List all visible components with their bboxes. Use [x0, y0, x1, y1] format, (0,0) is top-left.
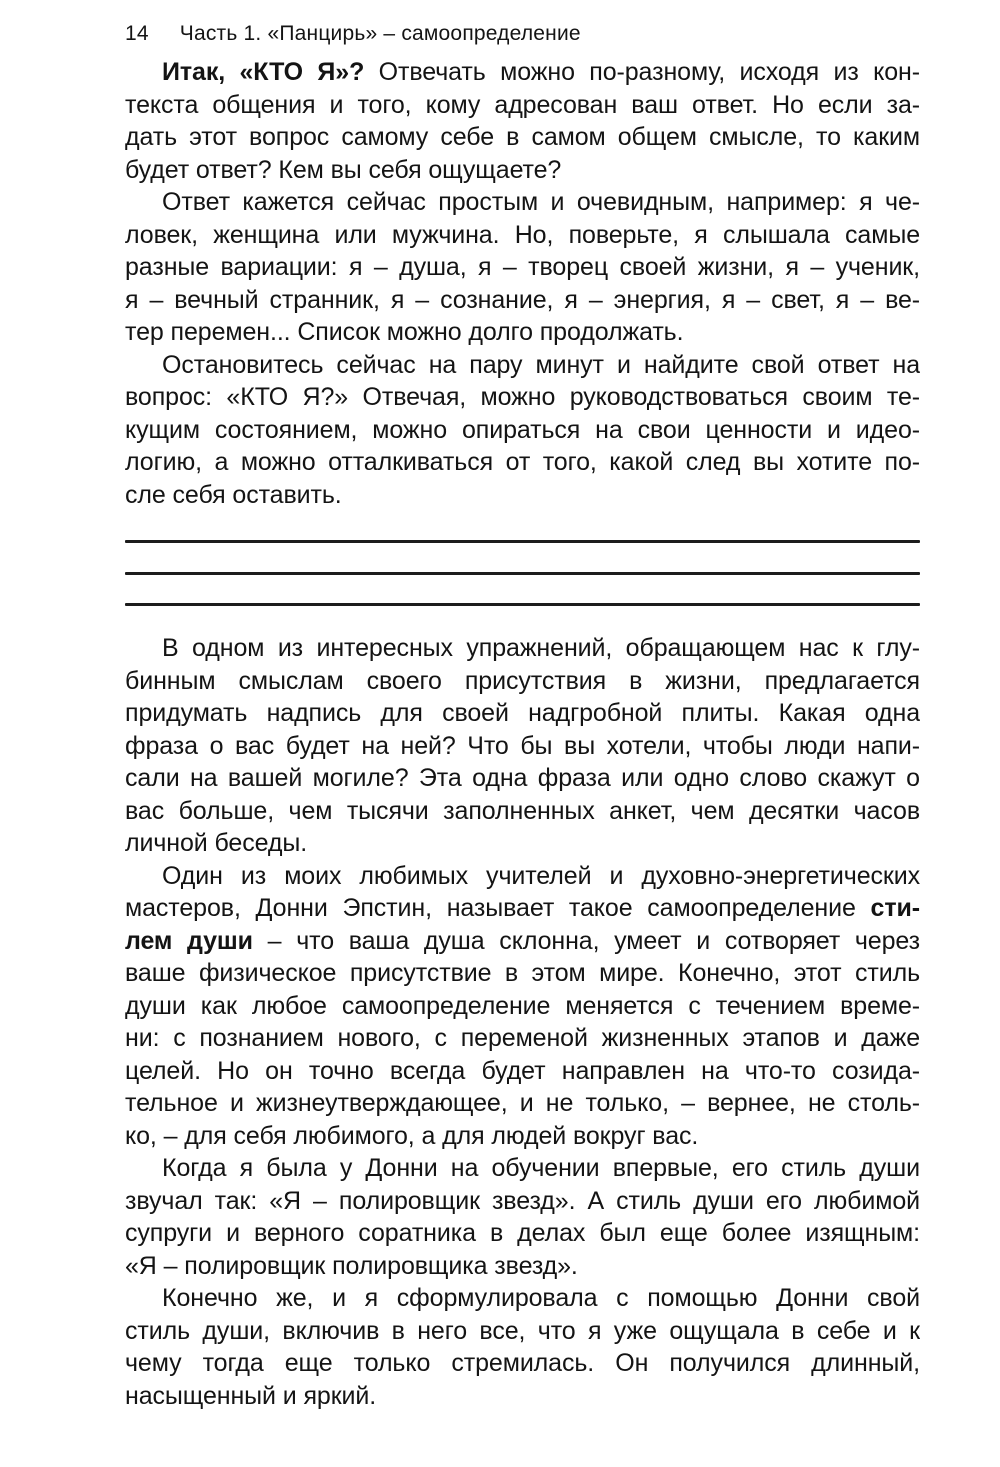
text-run: ловек, женщина или мужчина. Но, поверьте, я слышала самые — [125, 220, 920, 249]
text-line — [125, 1022, 920, 1055]
text-line — [125, 957, 920, 990]
chapter-title: Часть 1. «Панцирь» – самоопределение — [179, 22, 581, 45]
bold-text-run: лем души — [125, 926, 253, 955]
text-run: Один из моих любимых учителей и духовно-энергетических — [162, 861, 920, 890]
text-run: Ответ кажется сейчас простым и очевидным, например: я че- — [162, 188, 920, 216]
text-line — [125, 414, 920, 447]
text-line — [125, 479, 920, 512]
text-line — [125, 284, 920, 317]
text-line — [125, 925, 920, 958]
text-line — [125, 316, 920, 349]
paragraph — [125, 56, 920, 186]
bold-text-run: сти- — [870, 894, 920, 922]
text-run: души как любое самоопределение меняется с течением време- — [125, 991, 920, 1020]
text-run: мастеров, Донни Эпстин, называет такое самоопределение — [125, 894, 871, 922]
paragraph — [125, 349, 920, 512]
text-line — [125, 1185, 920, 1218]
text-line — [125, 1055, 920, 1088]
text-line — [125, 219, 920, 252]
text-line — [125, 1217, 920, 1250]
text-run: будет ответ? Кем вы себя ощущаете? — [125, 155, 562, 184]
text-line — [125, 1282, 920, 1315]
text-block-lower — [125, 632, 920, 1412]
text-run: ваше физическое присутствие в этом мире. Конечно, этот стиль — [125, 959, 920, 987]
text-line — [125, 186, 920, 219]
text-line — [125, 446, 920, 479]
text-line — [125, 56, 920, 89]
text-run: личной беседы. — [125, 829, 308, 857]
text-line — [125, 1347, 920, 1380]
text-run: тер перемен... Список можно долго продолжать. — [125, 318, 684, 346]
text-block-upper — [125, 56, 920, 511]
text-run: бинным смыслам своего присутствия в жизни, предлагается — [125, 666, 920, 695]
text-line — [125, 1315, 920, 1348]
text-line — [125, 762, 920, 795]
text-run: Когда я была у Донни на обучении впервые, его стиль души — [162, 1154, 920, 1182]
page-number: 14 — [125, 22, 149, 45]
text-run: «Я – полировщик полировщика звезд». — [125, 1251, 578, 1280]
text-run: В одном из интересных упражнений, обращающем нас к глу- — [162, 634, 920, 662]
text-run: Отвечать можно по-разному, исходя из кон- — [364, 58, 920, 86]
text-run: тельное и жизнеутверждающее, и не только, – вернее, не столь- — [125, 1089, 920, 1117]
text-line — [125, 154, 920, 187]
running-header — [125, 22, 581, 46]
text-run: ко, – для себя любимого, а для людей вокруг вас. — [125, 1121, 699, 1150]
text-line — [125, 89, 920, 122]
text-run: ни: с познанием нового, с переменой жизненных этапов и даже — [125, 1024, 920, 1052]
text-run: дать этот вопрос самому себе в самом общем смысле, то каким — [125, 123, 920, 151]
text-run: целей. Но он точно всегда будет направлен на что-то созида- — [125, 1056, 920, 1085]
text-line — [125, 827, 920, 860]
text-line — [125, 1152, 920, 1185]
text-run: фраза о вас будет на ней? Что бы вы хотели, чтобы люди напи- — [125, 731, 920, 760]
bold-text-run: Итак, «КТО Я»? — [162, 58, 365, 86]
paragraph — [125, 1152, 920, 1282]
text-run: вопрос: «КТО Я?» Отвечая, можно руководствоваться своим те- — [125, 383, 920, 411]
text-run: логию, а можно отталкиваться от того, какой след вы хотите по- — [125, 448, 920, 476]
text-run: сле себя оставить. — [125, 480, 342, 509]
paragraph — [125, 860, 920, 1153]
answer-line — [125, 540, 920, 543]
text-run: Остановитесь сейчас на пару минут и найдите свой ответ на — [162, 350, 920, 379]
text-run: вас больше, чем тысячи заполненных анкет, чем десятки часов — [125, 796, 920, 825]
text-line — [125, 1120, 920, 1153]
text-line — [125, 1087, 920, 1120]
text-run: – что ваша душа склонна, умеет и сотворяет через — [252, 926, 920, 955]
text-line — [125, 990, 920, 1023]
paragraph — [125, 186, 920, 349]
text-line — [125, 730, 920, 763]
text-run: чему тогда еще только стремилась. Он получился длинный, — [125, 1349, 920, 1377]
answer-line — [125, 572, 920, 575]
text-line — [125, 632, 920, 665]
text-line — [125, 121, 920, 154]
paragraph — [125, 632, 920, 860]
text-line — [125, 251, 920, 284]
text-run: сали на вашей могиле? Эта одна фраза или одно слово скажут о — [125, 764, 920, 792]
text-run: придумать надпись для своей надгробной плиты. Какая одна — [125, 699, 920, 727]
text-line — [125, 795, 920, 828]
text-line — [125, 1250, 920, 1283]
text-line — [125, 349, 920, 382]
text-run: текста общения и того, кому адресован ваш ответ. Но если за- — [125, 90, 920, 119]
text-run: насыщенный и яркий. — [125, 1381, 377, 1410]
text-run: супруги и верного соратника в делах был еще более изящным: — [125, 1219, 920, 1247]
text-run: звучал так: «Я – полировщик звезд». А стиль души его любимой — [125, 1186, 920, 1215]
text-run: я – вечный странник, я – сознание, я – энергия, я – свет, я – ве- — [125, 285, 920, 314]
text-run: разные вариации: я – душа, я – творец своей жизни, я – ученик, — [125, 253, 920, 281]
text-line — [125, 1380, 920, 1413]
text-run: Конечно же, и я сформулировала с помощью Донни свой — [162, 1284, 920, 1312]
text-line — [125, 665, 920, 698]
text-run: стиль души, включив в него все, что я уже ощущала в себе и к — [125, 1316, 920, 1345]
text-run: кущим состоянием, можно опираться на свои ценности и идео- — [125, 415, 920, 444]
answer-line — [125, 603, 920, 606]
text-line — [125, 892, 920, 925]
answer-lines — [125, 540, 920, 606]
paragraph — [125, 1282, 920, 1412]
text-line — [125, 381, 920, 414]
text-line — [125, 697, 920, 730]
text-line — [125, 860, 920, 893]
